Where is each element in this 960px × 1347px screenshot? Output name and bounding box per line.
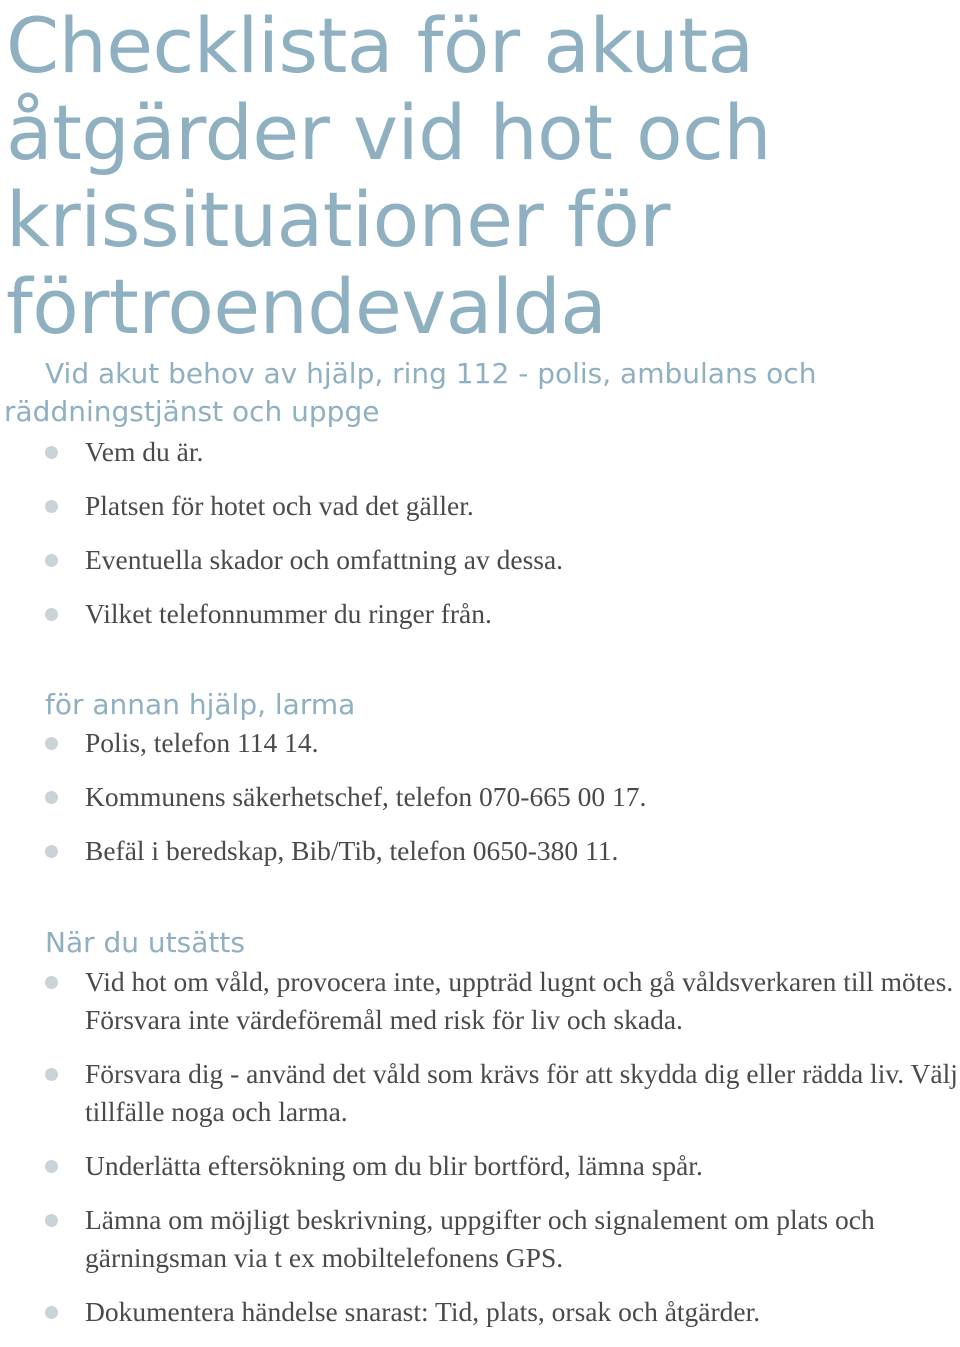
caller-info-list bbox=[0, 433, 960, 649]
list-item bbox=[0, 1055, 960, 1131]
list-item bbox=[0, 1147, 960, 1185]
section-heading-other-help: för annan hjälp, larma bbox=[45, 688, 356, 721]
bullet-icon bbox=[45, 1068, 58, 1081]
list-item bbox=[0, 832, 960, 886]
list-item-text: Polis, telefon 114 14. bbox=[85, 727, 319, 758]
bullet-icon bbox=[45, 500, 58, 513]
list-item bbox=[0, 724, 960, 778]
list-item bbox=[0, 1201, 960, 1277]
bullet-icon bbox=[45, 1160, 58, 1173]
page-title: Checklista för akuta åtgärder vid hot och krissituationer för förtroendevalda bbox=[6, 1, 772, 351]
list-item bbox=[0, 963, 960, 1039]
list-item bbox=[0, 487, 960, 541]
list-item-text: Platsen för hotet och vad det gäller. bbox=[85, 490, 474, 521]
bullet-icon bbox=[45, 446, 58, 459]
section-heading-when-exposed: När du utsätts bbox=[45, 926, 245, 959]
list-item-text: Lämna om möjligt beskrivning, uppgifter och signalement om plats och gärningsman via t ex mobiltelefonens GPS. bbox=[85, 1204, 875, 1273]
list-item bbox=[0, 433, 960, 487]
list-item-text: Vilket telefonnummer du ringer från. bbox=[85, 598, 492, 629]
list-item-text: Dokumentera händelse snarast: Tid, plats, orsak och åtgärder. bbox=[85, 1296, 761, 1327]
list-item-text: Kommunens säkerhetschef, telefon 070-665 00 17. bbox=[85, 781, 647, 812]
list-item bbox=[0, 541, 960, 595]
bullet-icon bbox=[45, 737, 58, 750]
list-item-text: Försvara dig - använd det våld som krävs för att skydda dig eller rädda liv. Välj tillfälle noga och larma. bbox=[85, 1058, 958, 1127]
contact-list bbox=[0, 724, 960, 886]
bullet-icon bbox=[45, 1306, 58, 1319]
list-item-text: Vid hot om våld, provocera inte, uppträd lugnt och gå våldsverkaren till mötes. Försvara inte värdeföremål med risk för liv och skada. bbox=[85, 966, 954, 1035]
bullet-icon bbox=[45, 976, 58, 989]
list-item-text: Eventuella skador och omfattning av dessa. bbox=[85, 544, 564, 575]
intro-text: Vid akut behov av hjälp, ring 112 - polis, ambulans och räddningstjänst och uppge bbox=[4, 357, 817, 428]
bullet-icon bbox=[45, 845, 58, 858]
list-item bbox=[0, 595, 960, 649]
list-item-text: Vem du är. bbox=[85, 436, 204, 467]
actions-list bbox=[0, 963, 960, 1347]
list-item bbox=[0, 1293, 960, 1331]
bullet-icon bbox=[45, 554, 58, 567]
list-item-text: Underlätta eftersökning om du blir bortförd, lämna spår. bbox=[85, 1150, 703, 1181]
bullet-icon bbox=[45, 608, 58, 621]
list-item-text: Befäl i beredskap, Bib/Tib, telefon 0650-380 11. bbox=[85, 835, 619, 866]
list-item bbox=[0, 778, 960, 832]
bullet-icon bbox=[45, 791, 58, 804]
bullet-icon bbox=[45, 1214, 58, 1227]
